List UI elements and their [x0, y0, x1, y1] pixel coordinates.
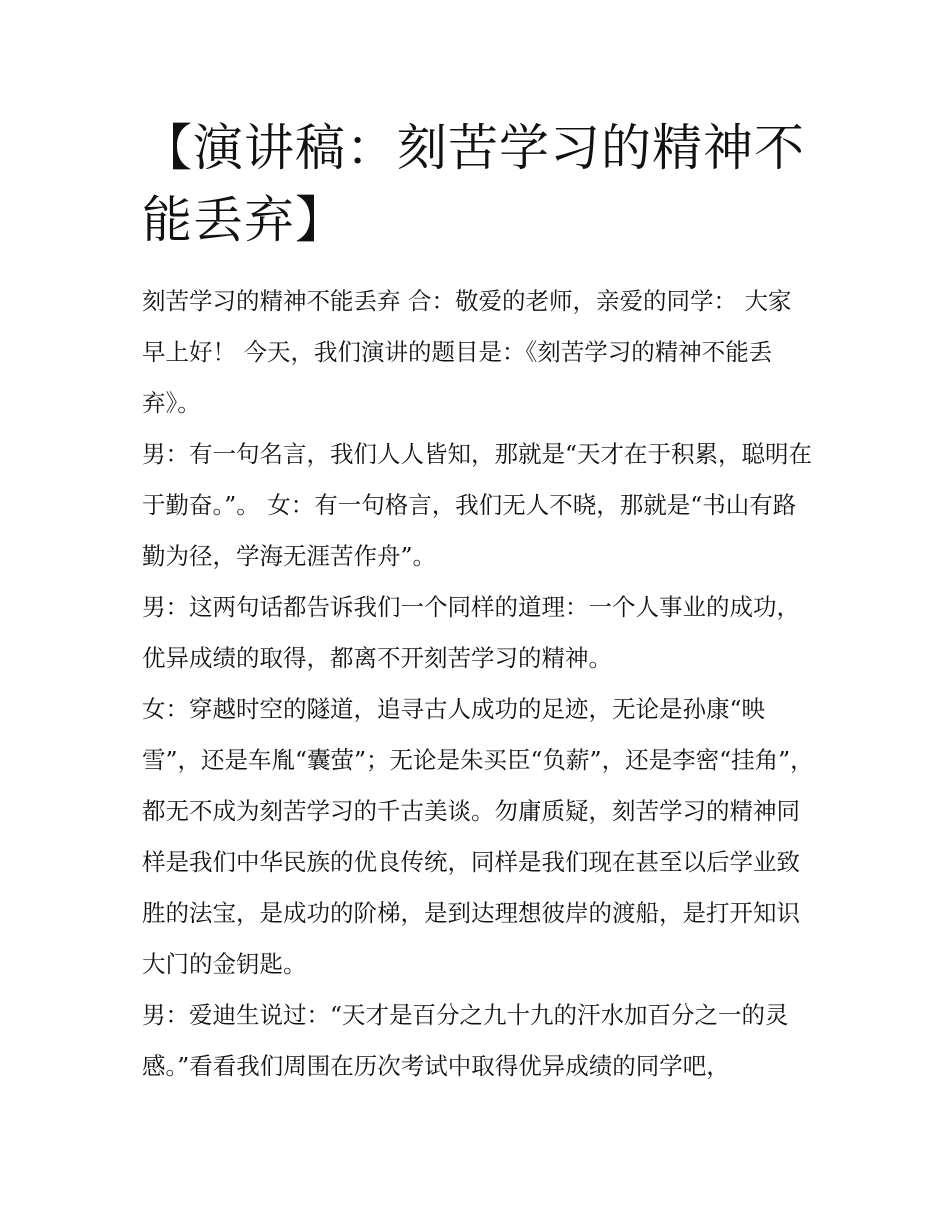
paragraph: 男：有一句名言，我们人人皆知，那就是“天才在于积累，聪明在于勤奋。”。 女：有一句格言，我们无人不晓，那就是“书山有路勤为径，学海无涯苦作舟”。 [142, 440, 813, 570]
paragraph: 刻苦学习的精神不能丢弃 合：敬爱的老师，亲爱的同学： 大家早上好！ 今天，我们演讲的题目是：《刻苦学习的精神不能丢弃》。 [142, 287, 792, 417]
paragraph: 男：爱迪生说过：“天才是百分之九十九的汗水加百分之一的灵感。”看看我们周围在历次考试中取得优异成绩的同学吧， [142, 1001, 789, 1080]
document-body [142, 276, 814, 1092]
paragraph: 女：穿越时空的隧道，追寻古人成功的足迹，无论是孙康“映雪”，还是车胤“囊萤”；无论是朱买臣“负薪”，还是李密“挂角”，都无不成为刻苦学习的千古美谈。勿庸质疑，刻苦学习的精神同样是我们中华民族的优良传统，同样是我们现在甚至以后学业致胜的法宝，是成功的阶梯，是到达理想彼岸的渡船，是打开知识大门的金钥匙。 [142, 695, 814, 978]
page-title: 【演讲稿：刻苦学习的精神不能丢弃】 [142, 119, 805, 249]
paragraph: 男：这两句话都告诉我们一个同样的道理：一个人事业的成功，优异成绩的取得，都离不开刻苦学习的精神。 [142, 593, 800, 672]
